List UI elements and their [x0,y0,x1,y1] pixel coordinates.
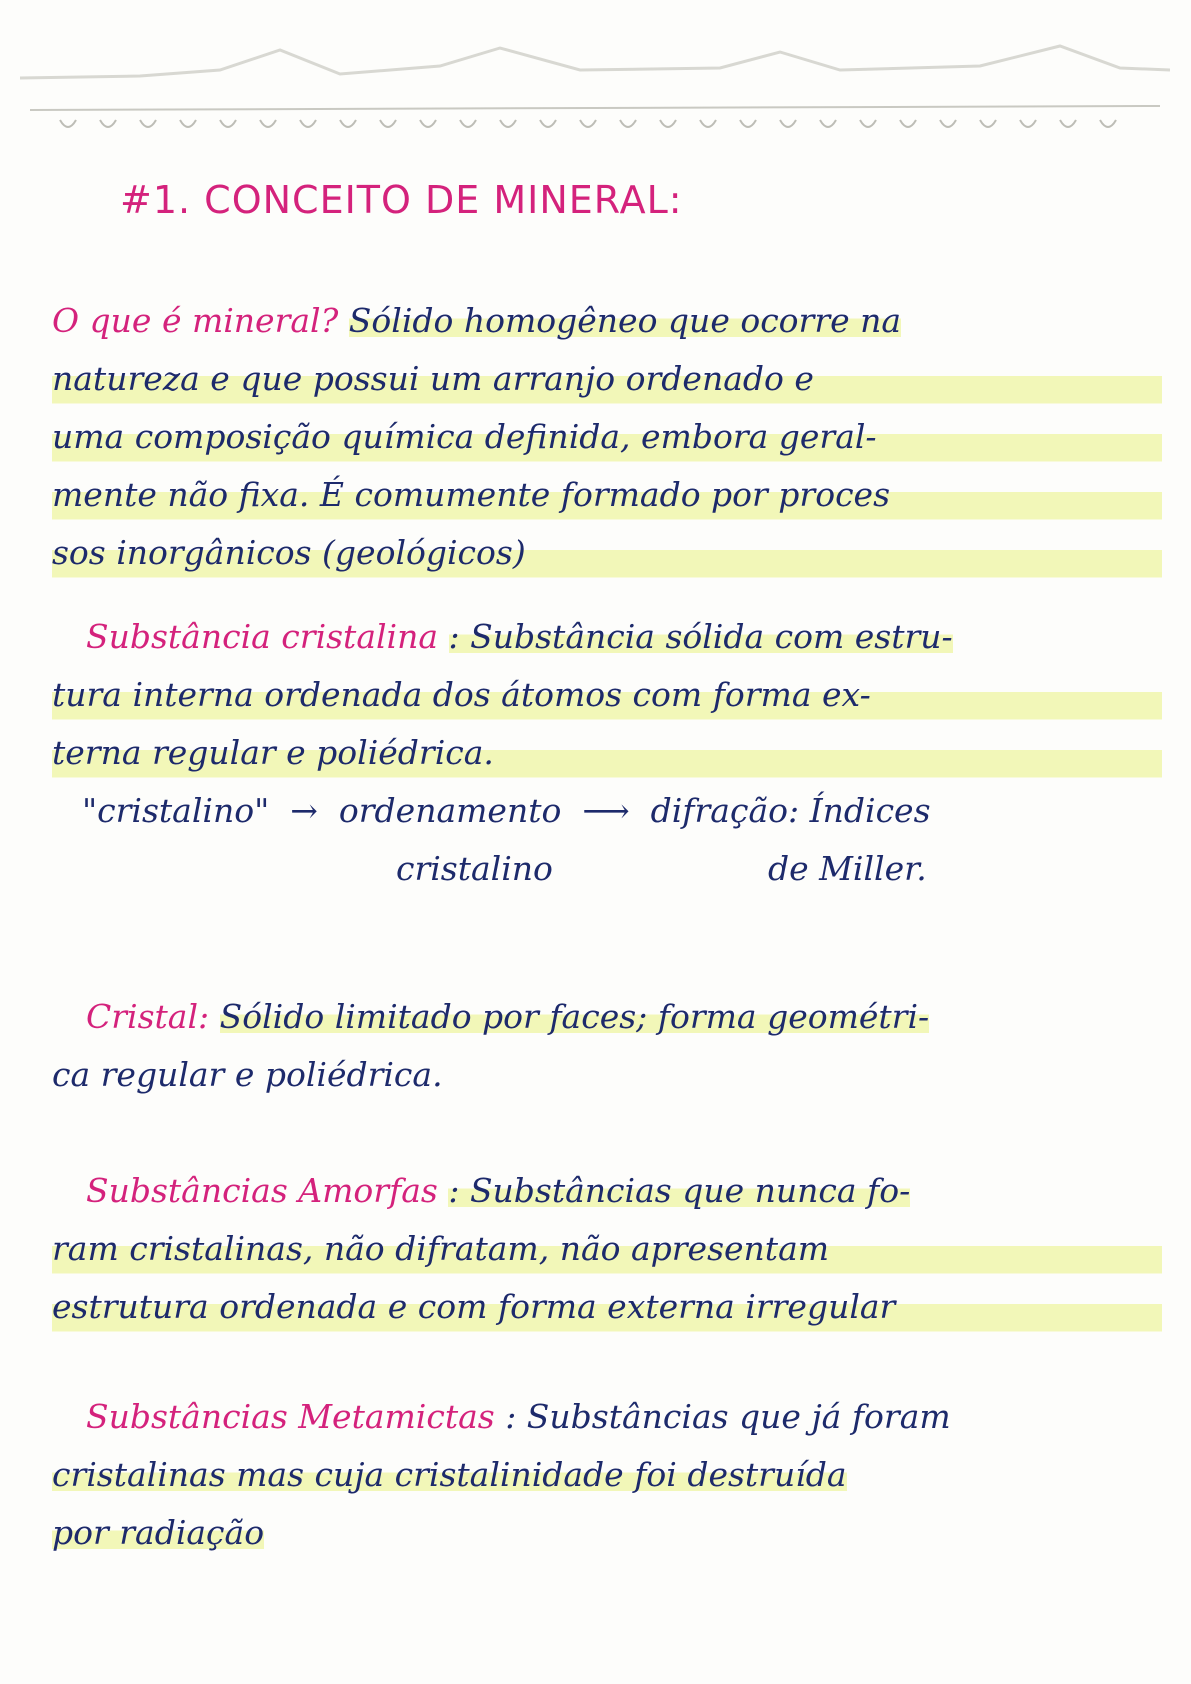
definition-crystalline [52,608,1162,898]
definition-line: ca regular e poliédrica. [52,1055,443,1094]
diagram-row [52,782,1162,840]
definition-line [52,1388,1162,1446]
diagram-ordenamento: ordenamento [338,791,562,830]
definition-amorphous [52,1162,1162,1336]
definition-line [52,988,1162,1046]
term-amorphous: Substâncias Amorfas [86,1171,438,1210]
diagram-cristalino: "cristalino" [82,791,270,830]
definition-text: Sólido homogêneo que ocorre na [348,301,902,340]
definition-line: uma composição química definida, embora geral- [52,408,1162,466]
definition-line: terna regular e poliédrica. [52,724,1162,782]
diagram-difracao: difração: Índices [650,791,931,830]
definition-text: : Substância sólida com estru- [448,617,953,656]
definition-line [52,292,1162,350]
definition-text: cristalinas mas cuja cristalinidade foi destruída [52,1455,847,1494]
diagram-cristalino-2: cristalino [396,849,553,888]
definition-line [52,1504,1162,1562]
diagram-row-2 [52,840,1162,898]
torn-spiral-edge [20,40,1170,140]
arrow-icon: ⟶ [582,791,630,830]
definition-line: mente não fixa. É comumente formado por proces [52,466,1162,524]
definition-line: natureza e que possui um arranjo ordenado e [52,350,1162,408]
definition-line: tura interna ordenada dos átomos com forma ex- [52,666,1162,724]
definition-line: sos inorgânicos (geológicos) [52,524,1162,582]
definition-line [52,1446,1162,1504]
definition-line: estrutura ordenada e com forma externa irregular [52,1278,1162,1336]
definition-mineral [52,292,1162,582]
term-mineral: O que é mineral? [52,301,339,340]
term-crystalline: Substância cristalina [86,617,439,656]
diagram-miller: de Miller. [768,849,927,888]
definition-text: por radiação [52,1513,265,1552]
arrow-icon: → [290,791,318,830]
definition-line [52,608,1162,666]
definition-line [52,1162,1162,1220]
definition-text: Sólido limitado por faces; forma geométri- [219,997,930,1036]
term-crystal: Cristal: [86,997,210,1036]
definition-crystal [52,988,1162,1104]
definition-text: : Substâncias que já foram [505,1397,951,1436]
definition-metamict [52,1388,1162,1562]
definition-text: : Substâncias que nunca fo- [448,1171,911,1210]
page-title: #1. CONCEITO DE MINERAL: [120,178,683,222]
definition-line: ram cristalinas, não difratam, não apresentam [52,1220,1162,1278]
term-metamict: Substâncias Metamictas [86,1397,495,1436]
